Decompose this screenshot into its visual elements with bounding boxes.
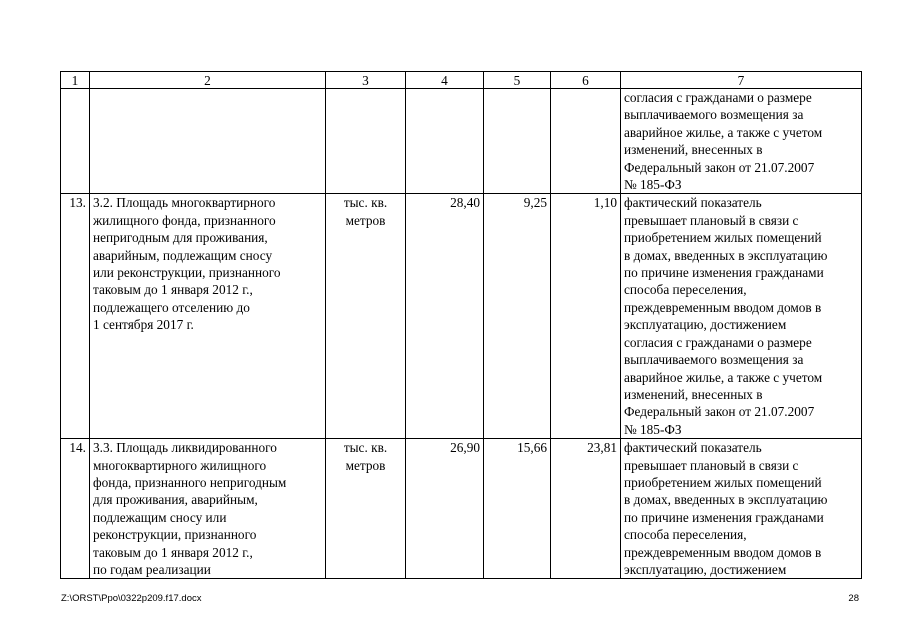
value-col5 — [484, 89, 551, 194]
row-number — [61, 89, 90, 194]
header-row — [61, 72, 862, 89]
notes-line: по причине изменения гражданами — [624, 265, 824, 281]
value-col4: 26,90 — [406, 439, 484, 579]
value-col4 — [406, 89, 484, 194]
notes-line: согласия с гражданами о размере — [624, 334, 812, 350]
indicator-line: или реконструкции, признанного — [93, 265, 281, 281]
indicator-line: для проживания, аварийным, — [93, 492, 258, 508]
notes-line: выплачиваемого возмещения за — [624, 352, 804, 368]
value-col5: 9,25 — [484, 194, 551, 439]
notes-line: в домах, введенных в эксплуатацию — [624, 247, 828, 263]
unit-cell — [326, 439, 406, 579]
indicator-line: подлежащего отселению до — [93, 299, 250, 315]
notes-line: преждевременным вводом домов в — [624, 299, 822, 315]
notes-line: фактический показатель — [624, 195, 762, 211]
unit-line: метров — [345, 457, 386, 473]
unit-cell — [326, 194, 406, 439]
notes-line: способа переселения, — [624, 282, 747, 298]
row-number: 13. — [61, 194, 90, 439]
notes-line: превышает плановый в связи с — [624, 457, 799, 473]
indicator-line: многоквартирного жилищного — [93, 457, 267, 473]
indicator-cell — [90, 89, 326, 194]
notes-line: № 185-ФЗ — [624, 177, 682, 193]
value-col4: 28,40 — [406, 194, 484, 439]
indicator-line: 3.3. Площадь ликвидированного — [93, 440, 277, 456]
unit-line: тыс. кв. — [343, 440, 388, 456]
notes-line: изменений, внесенных в — [624, 386, 763, 402]
value-col5: 15,66 — [484, 439, 551, 579]
indicator-line: 3.2. Площадь многоквартирного — [93, 195, 276, 211]
notes-line: эксплуатацию, достижением — [624, 317, 787, 333]
value-col6: 23,81 — [551, 439, 621, 579]
notes-line: Федеральный закон от 21.07.2007 — [624, 159, 815, 175]
indicator-line: подлежащим сносу или — [93, 509, 227, 525]
notes-cell — [621, 194, 862, 439]
indicator-line: таковым до 1 января 2012 г., — [93, 544, 253, 560]
indicator-line: жилищного фонда, признанного — [93, 212, 276, 228]
notes-line: способа переселения, — [624, 527, 747, 543]
notes-line: аварийное жилье, а также с учетом — [624, 124, 823, 140]
notes-line: преждевременным вводом домов в — [624, 544, 822, 560]
notes-line: аварийное жилье, а также с учетом — [624, 369, 823, 385]
col-header-7: 7 — [621, 72, 862, 89]
unit-line: тыс. кв. — [343, 195, 388, 211]
col-header-5: 5 — [484, 72, 551, 89]
notes-line: выплачиваемого возмещения за — [624, 107, 804, 123]
unit-cell — [326, 89, 406, 194]
indicator-line: аварийным, подлежащим сносу — [93, 247, 273, 263]
indicator-line: по годам реализации — [93, 561, 211, 577]
notes-line: превышает плановый в связи с — [624, 212, 799, 228]
row-number: 14. — [61, 439, 90, 579]
notes-line: по причине изменения гражданами — [624, 509, 824, 525]
unit-line: метров — [345, 212, 386, 228]
table-row — [61, 439, 862, 579]
notes-line: в домах, введенных в эксплуатацию — [624, 492, 828, 508]
notes-line: эксплуатацию, достижением — [624, 561, 787, 577]
table-row — [61, 89, 862, 194]
footer-file-path: Z:\ORST\Ppo\0322p209.f17.docx — [61, 593, 202, 604]
notes-line: изменений, внесенных в — [624, 142, 763, 158]
col-header-1: 1 — [61, 72, 90, 89]
indicator-line: реконструкции, признанного — [93, 527, 257, 543]
table-row — [61, 194, 862, 439]
indicator-line: таковым до 1 января 2012 г., — [93, 282, 253, 298]
notes-line: № 185-ФЗ — [624, 421, 682, 437]
indicator-cell — [90, 439, 326, 579]
indicator-cell — [90, 194, 326, 439]
notes-line: приобретением жилых помещений — [624, 230, 822, 246]
indicator-line: непригодным для проживания, — [93, 230, 268, 246]
indicator-line: 1 сентября 2017 г. — [93, 317, 194, 333]
page-number: 28 — [848, 593, 859, 604]
notes-cell — [621, 89, 862, 194]
col-header-3: 3 — [326, 72, 406, 89]
notes-cell — [621, 439, 862, 579]
col-header-2: 2 — [90, 72, 326, 89]
indicator-line: фонда, признанного непригодным — [93, 474, 287, 490]
value-col6: 1,10 — [551, 194, 621, 439]
col-header-4: 4 — [406, 72, 484, 89]
col-header-6: 6 — [551, 72, 621, 89]
notes-line: Федеральный закон от 21.07.2007 — [624, 404, 815, 420]
notes-line: приобретением жилых помещений — [624, 474, 822, 490]
notes-line: фактический показатель — [624, 440, 762, 456]
report-table — [60, 71, 862, 579]
value-col6 — [551, 89, 621, 194]
notes-line: согласия с гражданами о размере — [624, 90, 812, 105]
